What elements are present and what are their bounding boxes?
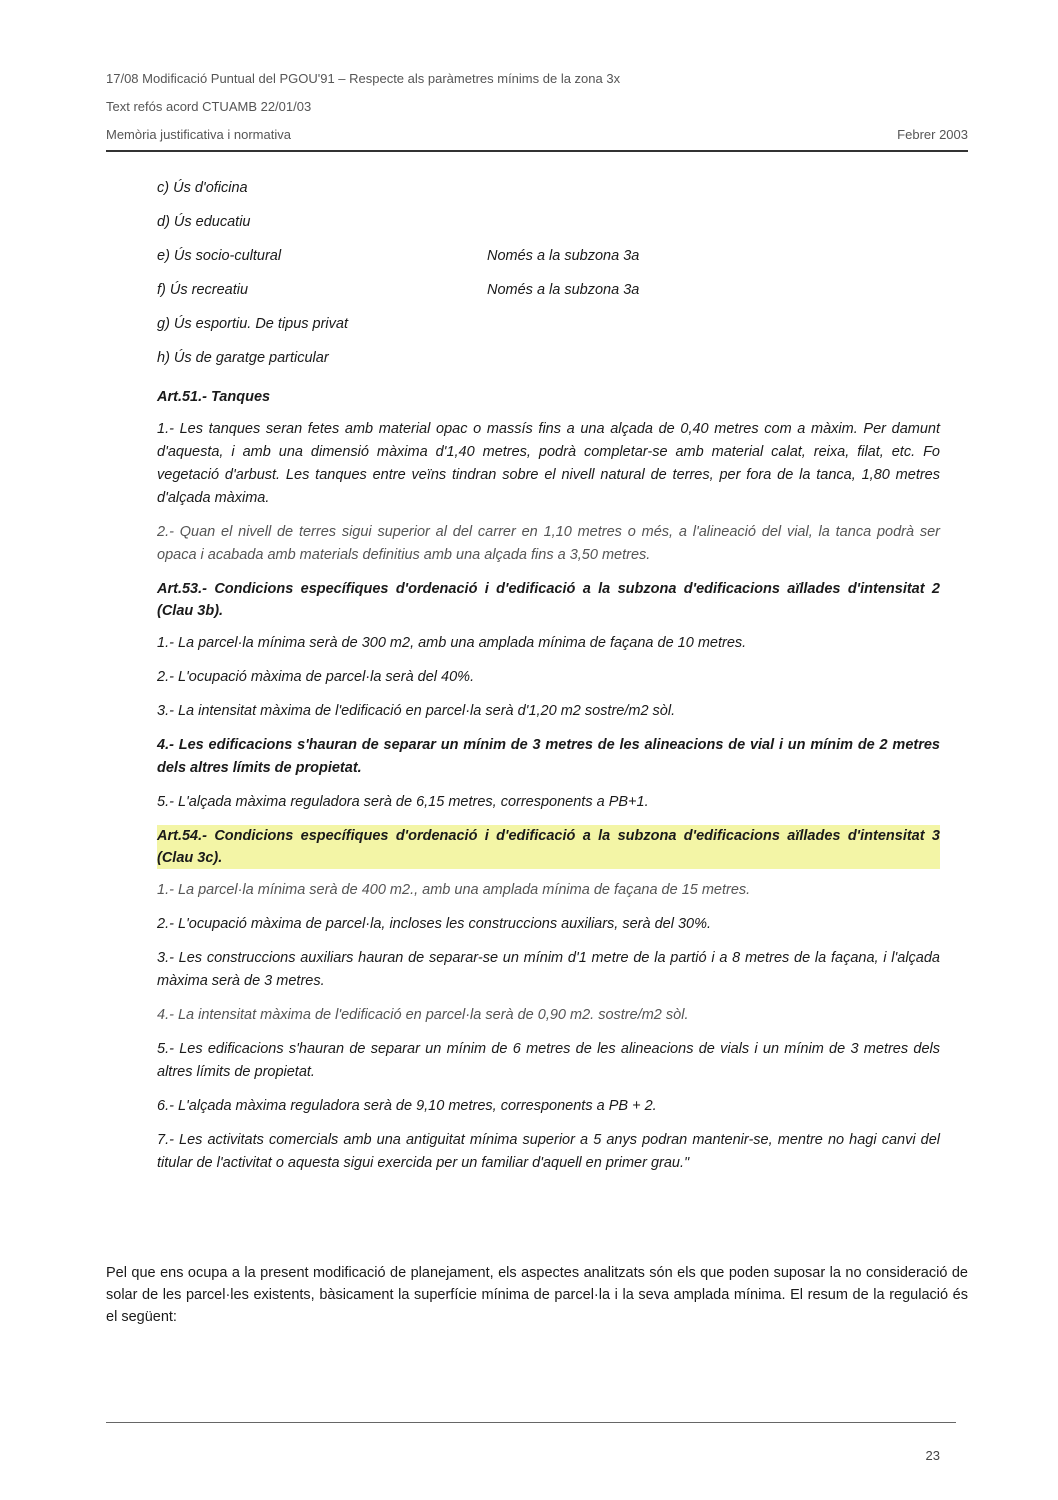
list-item [157,280,940,314]
article-51-title: Art.51.- Tanques [157,389,271,405]
use-note: Només a la subzona 3a [487,282,640,298]
article-51-paragraph-1: 1.- Les tanques seran fetes amb material opac o massís fins a una alçada de 0,40 metres com a màxim. Per damunt d'aquesta, i amb una dimensió màxima d'1,40 metres, podrà completar-se amb material calat, reixa, filat, etc. Fo vegetació d'arbust. Les tanques entre veïns tindran sobre el nivell natural de terres, per fora de la tanca, 1,80 metres d'alçada màxima. [157,421,940,506]
use-label: g) Ús esportiu. De tipus privat [157,316,348,332]
header-document-type: Memòria justificativa i normativa [106,127,291,142]
header-divider [106,150,968,152]
header-subtitle: Text refós acord CTUAMB 22/01/03 [106,99,312,114]
header-date: Febrer 2003 [897,127,968,142]
use-note: Només a la subzona 3a [487,248,640,264]
uses-list [157,178,940,382]
article-54-paragraph-3: 3.- Les construccions auxiliars hauran de separar-se un mínim d'1 metre de la partió i a 8 metres de la façana, i l'alçada màxima serà de 3 metres. [157,950,940,989]
page-number: 23 [925,1448,940,1463]
article-53-title: Art.53.- Condicions específiques d'ordenació i d'edificació a la subzona d'edificacions aïllades d'intensitat 2 (Clau 3b). [157,581,940,619]
article-54-paragraph-7: 7.- Les activitats comercials amb una antiguitat mínima superior a 5 anys podran mantenir-se, mentre no hagi canvi del titular de l'activitat o aquesta sigui exercida per un familiar d'aquell en primer grau." [157,1132,940,1171]
closing-paragraph: Pel que ens ocupa a la present modificació de planejament, els aspectes analitzats són els que poden suposar la no consideració de solar de les parcel·les existents, bàsicament la superfície mínima de parcel·la i la seva amplada mínima. El resum de la regulació és el següent: [106,1265,968,1325]
header-title: 17/08 Modificació Puntual del PGOU'91 – Respecte als paràmetres mínims de la zona 3x [106,71,621,86]
article-53-paragraph-4: 4.- Les edificacions s'hauran de separar un mínim de 3 metres de les alineacions de vial i un mínim de 2 metres dels altres límits de propietat. [157,737,940,776]
article-54-paragraph-4: 4.- La intensitat màxima de l'edificació en parcel·la serà de 0,90 m2. sostre/m2 sòl. [157,1007,689,1023]
article-53-paragraph-1: 1.- La parcel·la mínima serà de 300 m2, amb una amplada mínima de façana de 10 metres. [157,635,747,651]
article-54-title: Art.54.- Condicions específiques d'ordenació i d'edificació a la subzona d'edificacions aïllades d'intensitat 3 (Clau 3c). [157,825,940,869]
list-item [157,314,940,348]
article-54-paragraph-1: 1.- La parcel·la mínima serà de 400 m2., amb una amplada mínima de façana de 15 metres. [157,882,751,898]
use-label: d) Ús educatiu [157,214,251,230]
article-53-paragraph-2: 2.- L'ocupació màxima de parcel·la serà del 40%. [157,669,475,685]
header-row [106,124,968,152]
article-54-paragraph-6: 6.- L'alçada màxima reguladora serà de 9,10 metres, corresponents a PB + 2. [157,1098,657,1114]
footer-divider [106,1422,956,1423]
article-54-paragraph-2: 2.- L'ocupació màxima de parcel·la, incloses les construccions auxiliars, serà del 30%. [157,916,712,932]
list-item [157,348,940,382]
use-label: h) Ús de garatge particular [157,350,329,366]
page-header [106,68,968,152]
list-item [157,246,940,280]
article-51-paragraph-2: 2.- Quan el nivell de terres sigui superior al del carrer en 1,10 metres o més, a l'alineació del vial, la tanca podrà ser opaca i acabada amb materials definitius amb una alçada fins a 3,50 metres. [157,524,940,563]
list-item [157,212,940,246]
use-label: c) Ús d'oficina [157,180,248,196]
article-53-paragraph-5: 5.- L'alçada màxima reguladora serà de 6,15 metres, corresponents a PB+1. [157,794,649,810]
article-54-paragraph-5: 5.- Les edificacions s'hauran de separar un mínim de 6 metres de les alineacions de vials i un mínim de 3 metres dels altres límits de propietat. [157,1041,940,1080]
use-label: e) Ús socio-cultural [157,248,282,264]
list-item [157,178,940,212]
document-body [157,178,940,1186]
use-label: f) Ús recreatiu [157,282,249,298]
article-53-paragraph-3: 3.- La intensitat màxima de l'edificació en parcel·la serà d'1,20 m2 sostre/m2 sòl. [157,703,676,719]
